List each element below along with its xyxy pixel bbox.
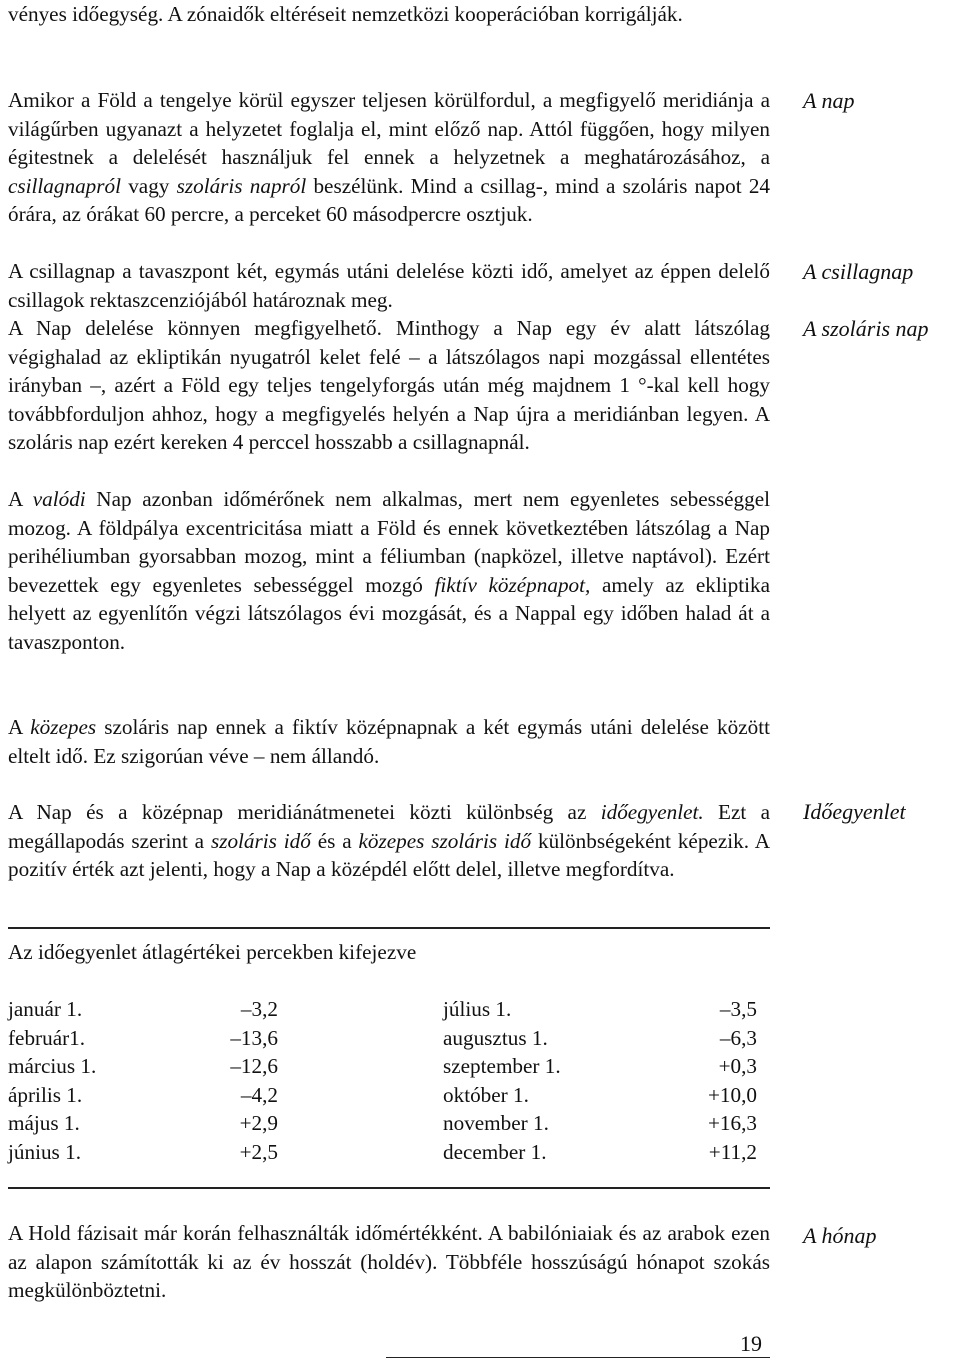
paragraph-text: A Hold fázisait már korán felhasználták időmértékként. A babilóniaiak és az arabok ezen az alapon számították ki az év hosszát (holdév). Többféle hosszúságú hónapot szokás megkülönböztetni. xyxy=(8,1221,770,1303)
table-value: –4,2 xyxy=(240,1082,278,1107)
table-month: november 1. xyxy=(443,1111,549,1136)
term-idoegyenlet: időegyenlet. xyxy=(600,800,704,824)
paragraph-honap xyxy=(8,1219,770,1305)
paragraph-text: szoláris nap ennek a fiktív középnapnak a két egymás utáni delelése között eltelt idő. Ez szigorúan véve – nem állandó. xyxy=(8,715,770,768)
paragraph-szolaris-nap xyxy=(8,314,770,457)
table-row xyxy=(8,1052,278,1081)
table-month: május 1. xyxy=(8,1111,80,1136)
paragraph-text: A Nap és a középnap meridiánátmenetei közti különbség az xyxy=(8,800,601,824)
table-value: +2,9 xyxy=(239,1111,278,1136)
term-kozepes: közepes xyxy=(30,715,97,739)
paragraph-text: amely az ekliptika helyett az egyenlítőn végzi látszólagos évi mozgását, és a Nappal egy időben halad át a tavaszponton. xyxy=(8,572,770,654)
table-top-rule xyxy=(8,927,770,929)
paragraph-text: és a xyxy=(310,828,359,853)
table-value: +2,5 xyxy=(239,1139,278,1164)
margin-note-szolaris-nap: A szoláris nap xyxy=(803,316,929,341)
table-value: –6,3 xyxy=(719,1025,757,1050)
table-month: október 1. xyxy=(443,1082,529,1107)
table-value: +10,0 xyxy=(707,1082,757,1107)
table-column-right xyxy=(443,995,757,1167)
table-column-left xyxy=(8,995,278,1167)
term-fiktiv-kozepnap: fiktív középnapot, xyxy=(434,572,591,597)
table-month: július 1. xyxy=(443,997,512,1021)
table-row xyxy=(443,1052,757,1081)
paragraph-text: Ezt a megállapodás szerint a xyxy=(8,800,771,853)
paragraph-idoegyenlet xyxy=(8,798,770,884)
table-value: –3,2 xyxy=(240,997,278,1021)
table-row xyxy=(8,1024,278,1053)
table-row xyxy=(8,1109,278,1138)
paragraph-valodi-nap xyxy=(8,485,770,657)
paragraph-text: vényes időegység. A zónaidők eltéréseit nemzetközi kooperációban korrigálják. xyxy=(8,2,683,26)
table-bottom-rule xyxy=(8,1187,770,1189)
margin-note-csillagnap: A csillagnap xyxy=(803,259,914,284)
table-value: +0,3 xyxy=(718,1054,757,1079)
paragraph-text: A Nap delelése könnyen megfigyelhető. Minthogy a Nap egy év alatt látszólag végighalad az ekliptikán nyugatról kelet felé – a látszólagos napi mozgással ellentétes irányban –, azért a Föld egy teljes tengelyforgás után még majdnem 1 °-kal kell hogy továbbforduljon ahhoz, hogy a megfigyelés helyén a Nap újra a meridiánban legyen. A szoláris nap ezért kereken 4 perccel hosszabb a csillagnapnál. xyxy=(8,316,770,455)
margin-note-honap: A hónap xyxy=(803,1223,877,1248)
table-row xyxy=(443,1024,757,1053)
table-month: december 1. xyxy=(443,1139,547,1164)
paragraph-continuation xyxy=(8,0,770,29)
margin-note-idoegyenlet: Időegyenlet xyxy=(803,799,906,824)
table-month: február1. xyxy=(8,1025,86,1050)
term-valodi: valódi xyxy=(32,487,86,511)
table-value: –3,5 xyxy=(719,997,757,1021)
term-szolaris-naprol: szoláris napról xyxy=(176,173,307,198)
table-month: szeptember 1. xyxy=(443,1054,561,1079)
term-csillagnaprol: csillagnapról xyxy=(8,173,122,198)
table-month: június 1. xyxy=(8,1139,81,1164)
table-row xyxy=(8,995,278,1024)
margin-note-nap: A nap xyxy=(803,88,855,113)
paragraph-text: beszélünk. Mind a csillag-, mind a szoláris napot 24 órára, az órákat 60 percre, a perceket 60 másodpercre osztjuk. xyxy=(8,173,771,227)
table-month: január 1. xyxy=(8,997,83,1021)
paragraph-text: különbségeként képezik. A pozitív érték azt jelenti, hogy a Nap a középdél előtt delel, illetve megfordítva. xyxy=(8,828,770,882)
table-value: +16,3 xyxy=(707,1111,757,1136)
table-row xyxy=(443,1081,757,1110)
paragraph-text: Amikor a Föld a tengelye körül egyszer teljesen körülfordul, a megfigyelő meridiánja a világűrben ugyanazt a helyzetet foglalja el, mint előző nap. Attól függően, hogy milyen égitestnek a delelését használjuk fel ennek a helyzetnek a meghatározásához, a xyxy=(8,88,770,170)
page-number: 19 xyxy=(740,1331,762,1356)
table-row xyxy=(443,1109,757,1138)
table-row xyxy=(443,1138,757,1167)
term-szolaris-ido: szoláris idő xyxy=(210,828,311,853)
table-row xyxy=(8,1138,278,1167)
table-value: –12,6 xyxy=(230,1054,278,1079)
table-month: augusztus 1. xyxy=(443,1025,548,1050)
table-month: április 1. xyxy=(8,1082,83,1107)
table-month: március 1. xyxy=(8,1054,97,1079)
table-row xyxy=(443,995,757,1024)
paragraph-text: A xyxy=(8,487,33,511)
paragraph-text: Nap azonban időmérőnek nem alkalmas, mert nem egyenletes sebességgel mozog. A földpálya excentricitása miatt a Föld és ennek következtében látszólag a Nap perihéliumban gyorsabban mozog, mint a féliumban (napközel, illetve naptávol). Ezért bevezettek egy egyenletes sebességgel mozgó xyxy=(8,487,770,597)
paragraph-text: A csillagnap a tavaszpont két, egymás utáni delelése közti idő, amelyet az éppen delelő csillagok rektaszcenziójából határoznak meg. xyxy=(8,259,770,312)
paragraph-csillagnap xyxy=(8,257,770,314)
paragraph-kozepes-szolaris-nap xyxy=(8,713,770,770)
table-value: –13,6 xyxy=(230,1025,278,1050)
paragraph-text: vagy xyxy=(121,173,177,198)
table-value: +11,2 xyxy=(708,1139,757,1164)
term-kozepes-szolaris-ido: közepes szoláris idő xyxy=(358,828,532,853)
paragraph-text: A xyxy=(8,715,31,739)
paragraph-nap xyxy=(8,86,770,229)
table-row xyxy=(8,1081,278,1110)
table-caption: Az időegyenlet átlagértékei percekben kifejezve xyxy=(8,940,417,964)
